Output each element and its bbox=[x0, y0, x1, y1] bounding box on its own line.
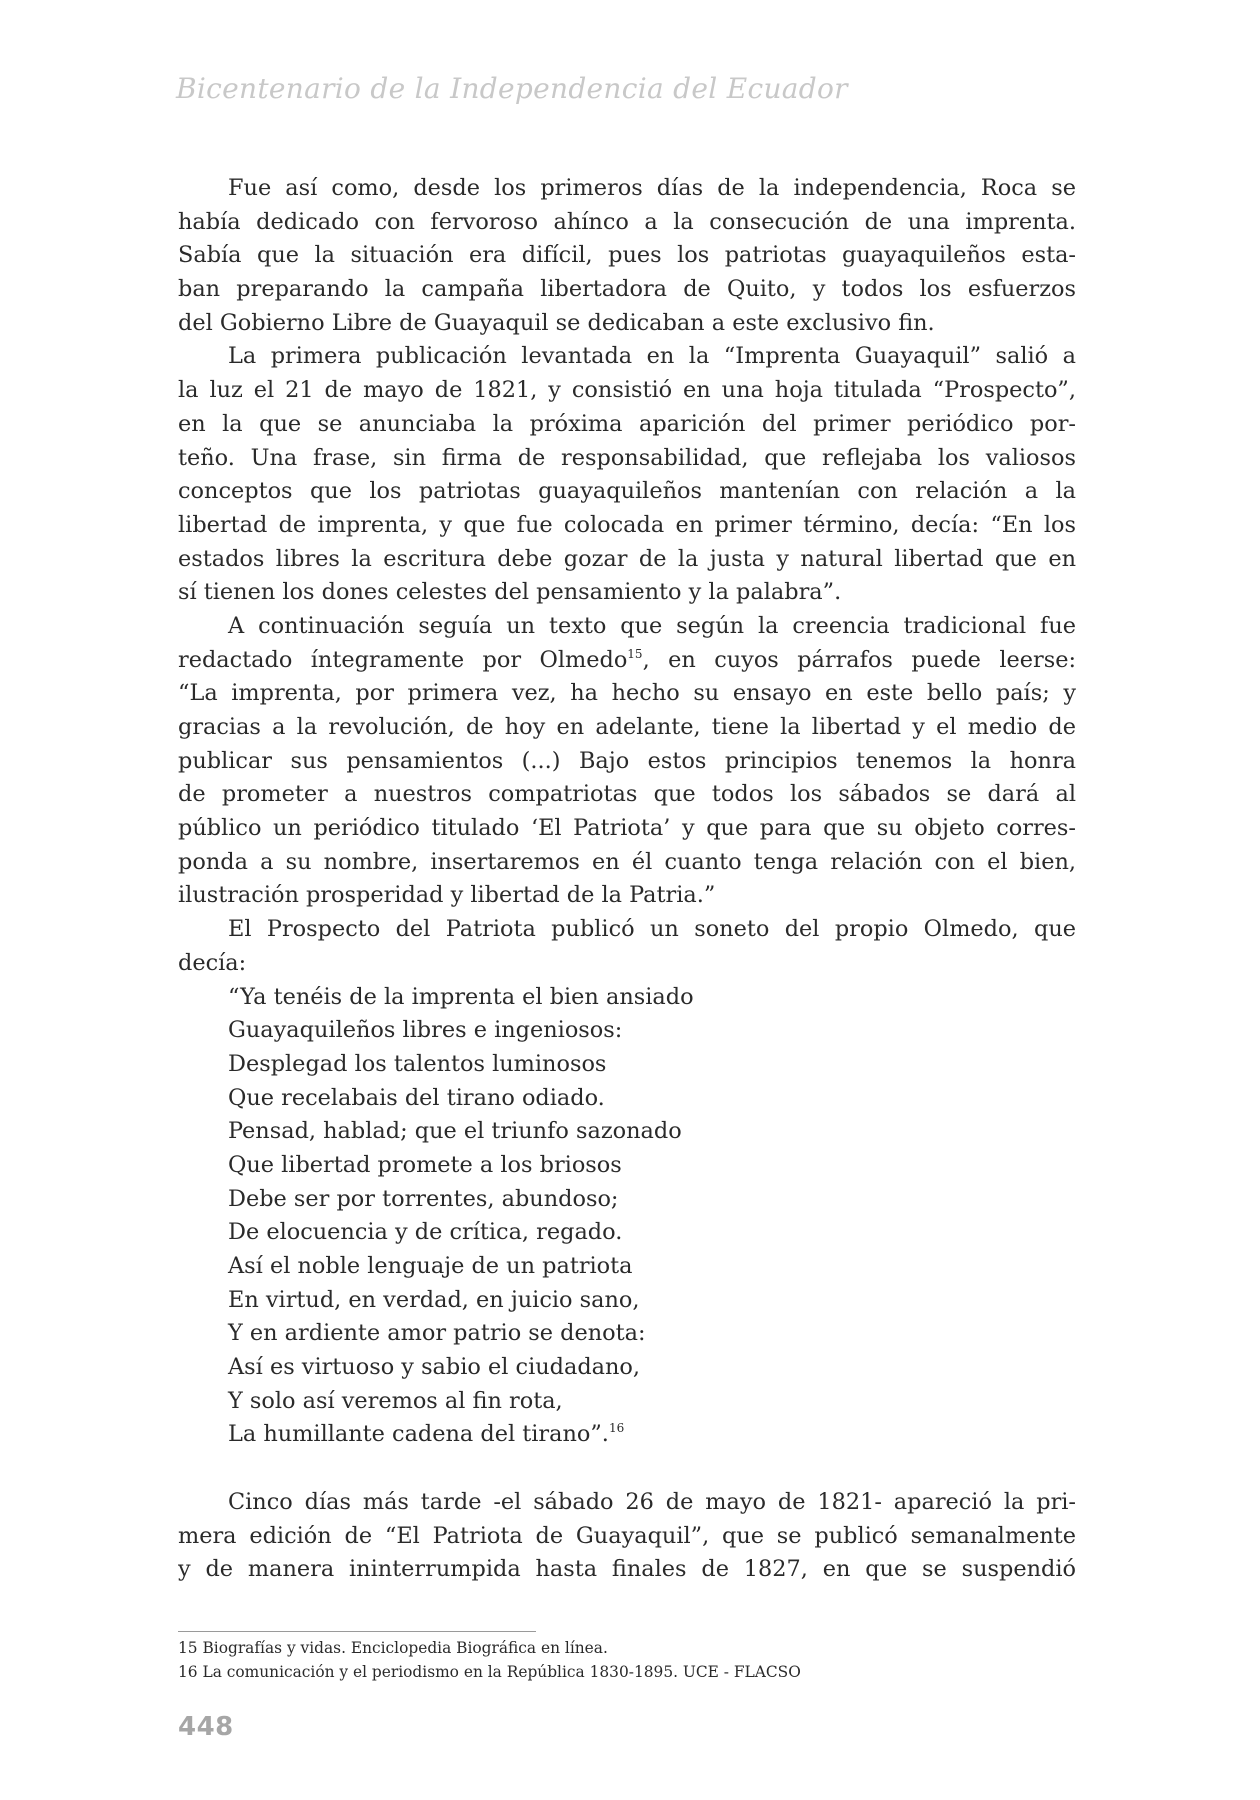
text-line: publicar sus pensamientos (...) Bajo estos principios tenemos la honra bbox=[178, 747, 1076, 774]
text-line: estados libres la escritura debe gozar de la justa y natural libertad que en bbox=[178, 545, 1076, 572]
page-number: 448 bbox=[178, 1712, 234, 1742]
text-line: “La imprenta, por primera vez, ha hecho su ensayo en este bello país; y bbox=[178, 680, 1076, 707]
spacer bbox=[178, 1452, 1076, 1486]
text-line: Sabía que la situación era difícil, pues los patriotas guayaquileños esta- bbox=[178, 242, 1076, 269]
verse-line: Debe ser por torrentes, abundoso; bbox=[228, 1185, 619, 1212]
verse-line: Y solo así veremos al fin rota, bbox=[228, 1387, 563, 1414]
verse-line: “Ya tenéis de la imprenta el bien ansiado bbox=[228, 983, 694, 1010]
footnote-15: 15 Biografías y vidas. Enciclopedia Biográfica en línea. bbox=[178, 1639, 608, 1657]
text-line: Cinco días más tarde -el sábado 26 de mayo de 1821- apareció la pri- bbox=[228, 1488, 1076, 1515]
paragraph bbox=[178, 172, 1076, 340]
footnotes bbox=[178, 1636, 801, 1684]
verse-line: De elocuencia y de crítica, regado. bbox=[228, 1219, 623, 1246]
footnote-ref-15[interactable]: 15 bbox=[627, 646, 643, 661]
verse-line: Que recelabais del tirano odiado. bbox=[228, 1084, 605, 1111]
text-line-with-footnote bbox=[178, 644, 1076, 678]
text-line: A continuación seguía un texto que según la creencia tradicional fue bbox=[228, 612, 1076, 639]
footnote-ref-16[interactable]: 16 bbox=[608, 1421, 625, 1436]
text-line: y de manera ininterrumpida hasta finales de 1827, en que se suspendió bbox=[178, 1556, 1076, 1583]
text-line: público un periódico titulado ‘El Patriota’ y que para que su objeto corres- bbox=[178, 815, 1076, 842]
text-line: sí tienen los dones celestes del pensamiento y la palabra”. bbox=[178, 579, 842, 606]
footnote-divider bbox=[178, 1631, 536, 1632]
text-line: ilustración prosperidad y libertad de la Patria.” bbox=[178, 882, 716, 909]
verse-line: Desplegad los talentos luminosos bbox=[228, 1050, 607, 1077]
text-line: El Prospecto del Patriota publicó un soneto del propio Olmedo, que bbox=[228, 916, 1076, 943]
verse-line: Pensad, hablad; que el triunfo sazonado bbox=[228, 1118, 682, 1145]
text-line: en la que se anunciaba la próxima aparición del primer periódico por- bbox=[178, 410, 1076, 437]
text-line: del Gobierno Libre de Guayaquil se dedicaban a este exclusivo fin. bbox=[178, 309, 935, 336]
text-line: conceptos que los patriotas guayaquileños mantenían con relación a la bbox=[178, 478, 1076, 505]
verse-line: Así el noble lenguaje de un patriota bbox=[228, 1253, 633, 1279]
text-line: la luz el 21 de mayo de 1821, y consistió en una hoja titulada “Prospecto”, bbox=[178, 377, 1076, 404]
verse-line-final bbox=[178, 1418, 1076, 1452]
text-segment: , en cuyos párrafos puede leerse: bbox=[642, 646, 1076, 673]
text-line: libertad de imprenta, y que fue colocada en primer término, decía: “En los bbox=[178, 511, 1076, 538]
paragraph bbox=[178, 1486, 1076, 1587]
text-line: había dedicado con fervoroso ahínco a la consecución de una imprenta. bbox=[178, 208, 1076, 235]
text-line: ban preparando la campaña libertadora de Quito, y todos los esfuerzos bbox=[178, 276, 1076, 303]
verse-line: Y en ardiente amor patrio se denota: bbox=[228, 1320, 646, 1347]
text-line: de prometer a nuestros compatriotas que todos los sábados se dará al bbox=[178, 781, 1076, 808]
body-text bbox=[178, 172, 1076, 1587]
footnote-16: 16 La comunicación y el periodismo en la República 1830-1895. UCE - FLACSO bbox=[178, 1663, 801, 1681]
text-line: ponda a su nombre, insertaremos en él cuanto tenga relación con el bien, bbox=[178, 848, 1076, 875]
verse-line: Que libertad promete a los briosos bbox=[228, 1151, 622, 1178]
verse-line: En virtud, en verdad, en juicio sano, bbox=[228, 1286, 640, 1313]
text-line: La primera publicación levantada en la “Imprenta Guayaquil” salió a bbox=[228, 343, 1076, 370]
verse-line: Guayaquileños libres e ingeniosos: bbox=[228, 1017, 623, 1044]
running-header: Bicentenario de la Independencia del Ecuador bbox=[176, 72, 848, 105]
text-segment: La humillante cadena del tirano”. bbox=[228, 1421, 609, 1448]
text-segment: redactado íntegramente por Olmedo bbox=[178, 646, 628, 673]
paragraph bbox=[178, 610, 1076, 913]
text-line: Fue así como, desde los primeros días de la independencia, Roca se bbox=[228, 175, 1076, 201]
text-line: gracias a la revolución, de hoy en adelante, tiene la libertad y el medio de bbox=[178, 714, 1076, 740]
sonnet bbox=[178, 981, 1076, 1453]
text-line: decía: bbox=[178, 949, 247, 976]
paragraph bbox=[178, 913, 1076, 980]
paragraph bbox=[178, 340, 1076, 610]
verse-line: Así es virtuoso y sabio el ciudadano, bbox=[228, 1354, 641, 1381]
text-line: teño. Una frase, sin firma de responsabilidad, que reflejaba los valiosos bbox=[178, 444, 1076, 471]
text-line: mera edición de “El Patriota de Guayaquil”, que se publicó semanalmente bbox=[178, 1522, 1076, 1549]
